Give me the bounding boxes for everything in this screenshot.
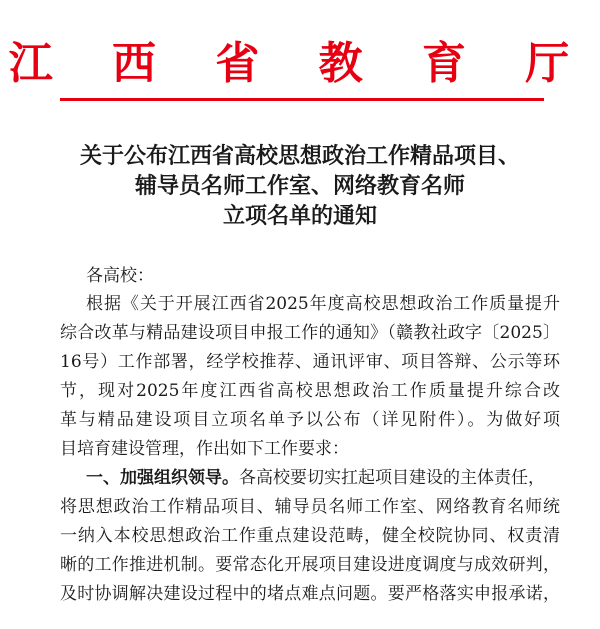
paragraph1-line: 目培育建设管理，作出如下工作要求：: [60, 439, 349, 459]
section1-first-line-text: 各高校要切实扛起项目建设的主体责任，: [239, 468, 545, 488]
paragraph1-line: 综合改革与精品建设项目申报工作的通知》（赣教社政字〔2025〕: [60, 323, 560, 343]
section1-line: 一纳入本校思想政治工作重点建设范畴，健全校院协同、权责清: [60, 526, 560, 546]
issuing-authority-title: 江 西 省 教 育 厅: [8, 38, 592, 89]
section1-first-line: [60, 464, 560, 493]
section1-heading: 一、加强组织领导。: [86, 468, 239, 488]
document-body: [60, 290, 560, 609]
paragraph1-line: 革与精品建设项目立项名单予以公布（详见附件）。为做好项: [60, 410, 560, 430]
title-line-1: 关于公布江西省高校思想政治工作精品项目、: [79, 143, 520, 169]
section1-line: 及时协调解决建设过程中的堵点难点问题。要严格落实申报承诺，: [60, 584, 560, 604]
title-line-3: 立项名单的通知: [222, 203, 377, 229]
paragraph1-line: 节，现对2025年度江西省高校思想政治工作质量提升综合改: [60, 381, 560, 401]
paragraph1-line: 根据《关于开展江西省2025年度高校思想政治工作质量提升: [86, 294, 560, 314]
red-header-rule: [60, 98, 544, 101]
document-title: [30, 141, 570, 231]
salutation: 各高校：: [86, 266, 154, 286]
section1-line: 晰的工作推进机制。要常态化开展项目建设进度调度与成效研判，: [60, 555, 560, 575]
section1-line: 将思想政治工作精品项目、辅导员名师工作室、网络教育名师统: [60, 497, 560, 517]
paragraph1-line: 16号）工作部署，经学校推荐、通讯评审、项目答辩、公示等环: [60, 352, 560, 372]
title-line-2: 辅导员名师工作室、网络教育名师: [134, 173, 465, 199]
